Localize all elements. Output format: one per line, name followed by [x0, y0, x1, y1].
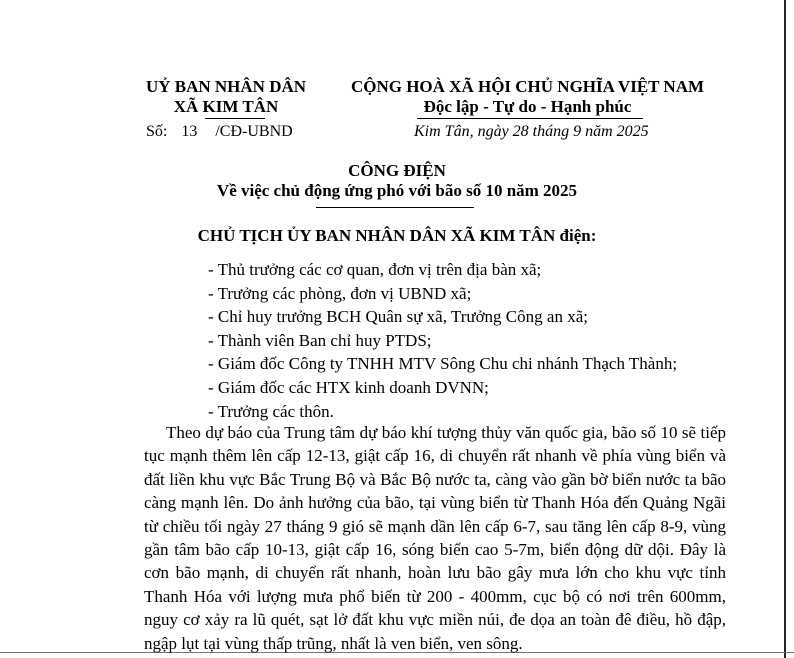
body-paragraph: Theo dự báo của Trung tâm dự báo khí tượng thủy văn quốc gia, bão số 10 sẽ tiếp tục mạnh thêm lên cấp 12-13, giật cấp 16, di chuyển rất nhanh về phía vùng biển và đất liền khu vực Bắc Trung Bộ và Bắc Bộ nước ta, càng vào gần bờ biển nước ta bão càng mạnh lên. Do ảnh hưởng của bão, tại vùng biển từ Thanh Hóa đến Quảng Ngãi từ chiều tối ngày 27 tháng 9 gió sẽ mạnh dần lên cấp 6-7, sau tăng lên cấp 8-9, vùng gần tâm bão cấp 10-13, giật cấp 16, sóng biển cao 5-7m, biển động dữ dội. Đây là cơn bão mạnh, di chuyển rất nhanh, hoàn lưu bão gây mưa lớn cho khu vực tỉnh Thanh Hóa với lượng mưa phổ biến từ 200 - 400mm, cục bộ có nơi trên 600mm, nguy cơ xảy ra lũ quét, sạt lở đất khu vực miền núi, đe dọa an toàn đê điều, hồ đập, ngập lụt tại vùng thấp trũng, nhất là ven biển, ven sông. — [144, 423, 726, 653]
document-number-value: 13 — [181, 123, 198, 140]
issuer-line-2: XÃ KIM TÂN — [173, 97, 279, 116]
document-number — [146, 122, 293, 142]
document-subject: Về việc chủ động ứng phó với bão số 10 năm 2025 — [216, 181, 578, 200]
national-title: CỘNG HOÀ XÃ HỘI CHỦ NGHĨA VIỆT NAM — [350, 77, 705, 96]
subject-underline — [316, 207, 474, 208]
motto-underline — [417, 118, 643, 119]
document-type: CÔNG ĐIỆN — [348, 161, 446, 180]
page-edge-right — [784, 0, 786, 658]
national-header — [330, 77, 725, 117]
recipient-item: - Thủ trưởng các cơ quan, đơn vị trên địa bàn xã; — [208, 260, 542, 279]
document-number-prefix: Số: — [146, 123, 168, 140]
issuer-underline — [205, 118, 265, 119]
recipient-item: - Trưởng các thôn. — [208, 401, 334, 421]
recipient-list — [208, 258, 677, 423]
national-motto: Độc lập - Tự do - Hạnh phúc — [423, 97, 632, 116]
issuer-statement: CHỦ TỊCH ỦY BAN NHÂN DÂN XÃ KIM TÂN điện: — [197, 226, 597, 245]
recipient-item: - Trưởng các phòng, đơn vị UBND xã; — [208, 283, 472, 303]
recipient-item: - Giám đốc Công ty TNHH MTV Sông Chu chi nhánh Thạch Thành; — [208, 354, 678, 374]
recipient-item: - Thành viên Ban chỉ huy PTDS; — [208, 330, 432, 350]
issuer-line-1: UỶ BAN NHÂN DÂN — [145, 77, 307, 96]
recipient-item: - Chỉ huy trưởng BCH Quân sự xã, Trưởng Công an xã; — [208, 307, 588, 327]
recipient-item: - Giám đốc các HTX kinh doanh DVNN; — [208, 377, 489, 397]
document-date: Kim Tân, ngày 28 tháng 9 năm 2025 — [414, 123, 649, 140]
document-number-suffix: /CĐ-UBND — [215, 123, 293, 140]
issuer-header — [128, 77, 324, 117]
